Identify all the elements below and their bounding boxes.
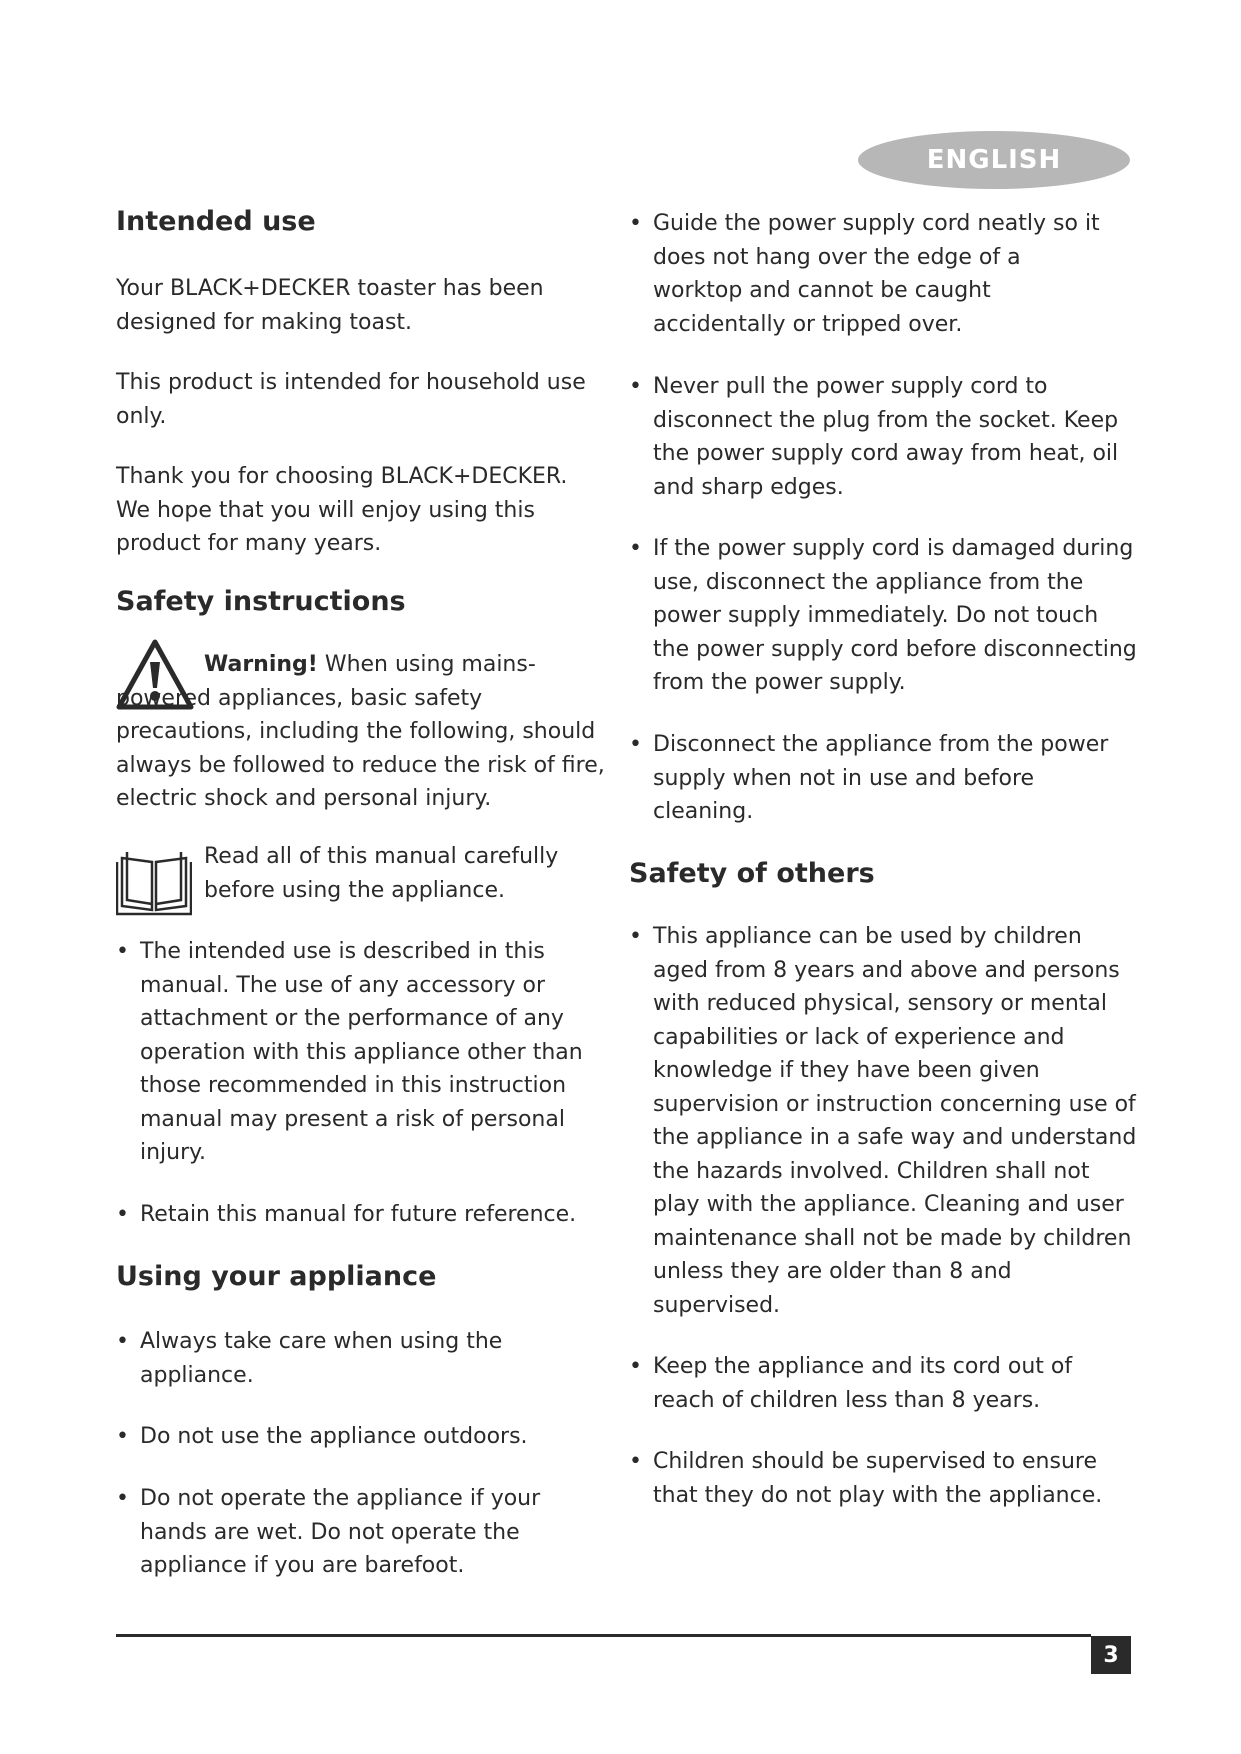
safety-of-others-heading: Safety of others	[629, 858, 875, 889]
list-item-text: Do not operate the appliance if your hands are wet. Do not operate the appliance if you are barefoot.	[140, 1486, 541, 1578]
bullet-dot: •	[629, 732, 642, 757]
list-item-text: This appliance can be used by children aged from 8 years and above and persons with reduced physical, sensory or mental capabilities or lack of experience and knowledge if they have been given supervision or instruction concerning use of the appliance in a safe way and understand the hazards involved. Children shall not play with the appliance. Cleaning and user maintenance shall not be made by children unless they are older than 8 and supervised.	[653, 924, 1137, 1318]
read-manual-note: Read all of this manual carefully before using the appliance.	[204, 844, 559, 903]
list-item	[116, 1482, 586, 1583]
safety-instructions-heading: Safety instructions	[116, 586, 406, 617]
list-item	[116, 1198, 606, 1232]
page-number: 3	[1091, 1636, 1131, 1674]
warning-paragraph	[116, 648, 616, 816]
list-item-text: Always take care when using the appliance.	[140, 1329, 503, 1388]
intended-use-heading: Intended use	[116, 206, 316, 237]
bullet-dot: •	[116, 1424, 129, 1449]
list-item-text: Do not use the appliance outdoors.	[140, 1424, 528, 1449]
list-item-text: Never pull the power supply cord to disconnect the plug from the socket. Keep the power supply cord away from heat, oil and sharp edges.	[653, 374, 1119, 500]
language-badge: ENGLISH	[858, 131, 1130, 189]
list-item	[629, 370, 1119, 504]
bullet-dot: •	[629, 924, 642, 949]
bullet-dot: •	[116, 1486, 129, 1511]
list-item	[116, 1420, 606, 1454]
list-item	[629, 1350, 1119, 1417]
list-item	[116, 935, 606, 1170]
list-item	[629, 1445, 1129, 1512]
bullet-dot: •	[116, 1329, 129, 1354]
warning-text: When using mains-powered appliances, basic safety precautions, including the following, should always be followed to reduce the risk of fire, electric shock and personal injury.	[116, 652, 605, 811]
list-item-text: Disconnect the appliance from the power supply when not in use and before cleaning.	[653, 732, 1109, 824]
warning-label: Warning!	[204, 652, 318, 677]
bullet-dot: •	[116, 1202, 129, 1227]
bullet-dot: •	[629, 374, 642, 399]
list-item-text: Keep the appliance and its cord out of reach of children less than 8 years.	[653, 1354, 1073, 1413]
bullet-dot: •	[116, 939, 129, 964]
intended-use-paragraph: Your BLACK+DECKER toaster has been designed for making toast.	[116, 276, 544, 335]
bullet-dot: •	[629, 536, 642, 561]
list-item-text: Guide the power supply cord neatly so it does not hang over the edge of a worktop and cannot be caught accidentally or tripped over.	[653, 211, 1100, 337]
list-item	[116, 1325, 546, 1392]
list-item-text: Children should be supervised to ensure that they do not play with the appliance.	[653, 1449, 1103, 1508]
list-item-text: The intended use is described in this manual. The use of any accessory or attachment or the performance of any operation with this appliance other than those recommended in this instruction manual may present a risk of personal injury.	[140, 939, 583, 1165]
using-appliance-heading: Using your appliance	[116, 1261, 437, 1292]
read-manual-book-icon	[116, 848, 192, 918]
intended-use-paragraph: Thank you for choosing BLACK+DECKER. We hope that you will enjoy using this product for many years.	[116, 464, 568, 556]
list-item-text: Retain this manual for future reference.	[140, 1202, 577, 1227]
bullet-dot: •	[629, 1449, 642, 1474]
list-item	[629, 920, 1139, 1322]
intended-use-paragraph: This product is intended for household use only.	[116, 370, 586, 429]
bullet-dot: •	[629, 1354, 642, 1379]
list-item	[629, 728, 1119, 829]
footer-rule	[116, 1634, 1091, 1637]
list-item-text: If the power supply cord is damaged during use, disconnect the appliance from the power supply immediately. Do not touch the power supply cord before disconnecting from the power supply.	[653, 536, 1137, 695]
list-item	[629, 532, 1139, 700]
bullet-dot: •	[629, 211, 642, 236]
list-item	[629, 207, 1109, 341]
